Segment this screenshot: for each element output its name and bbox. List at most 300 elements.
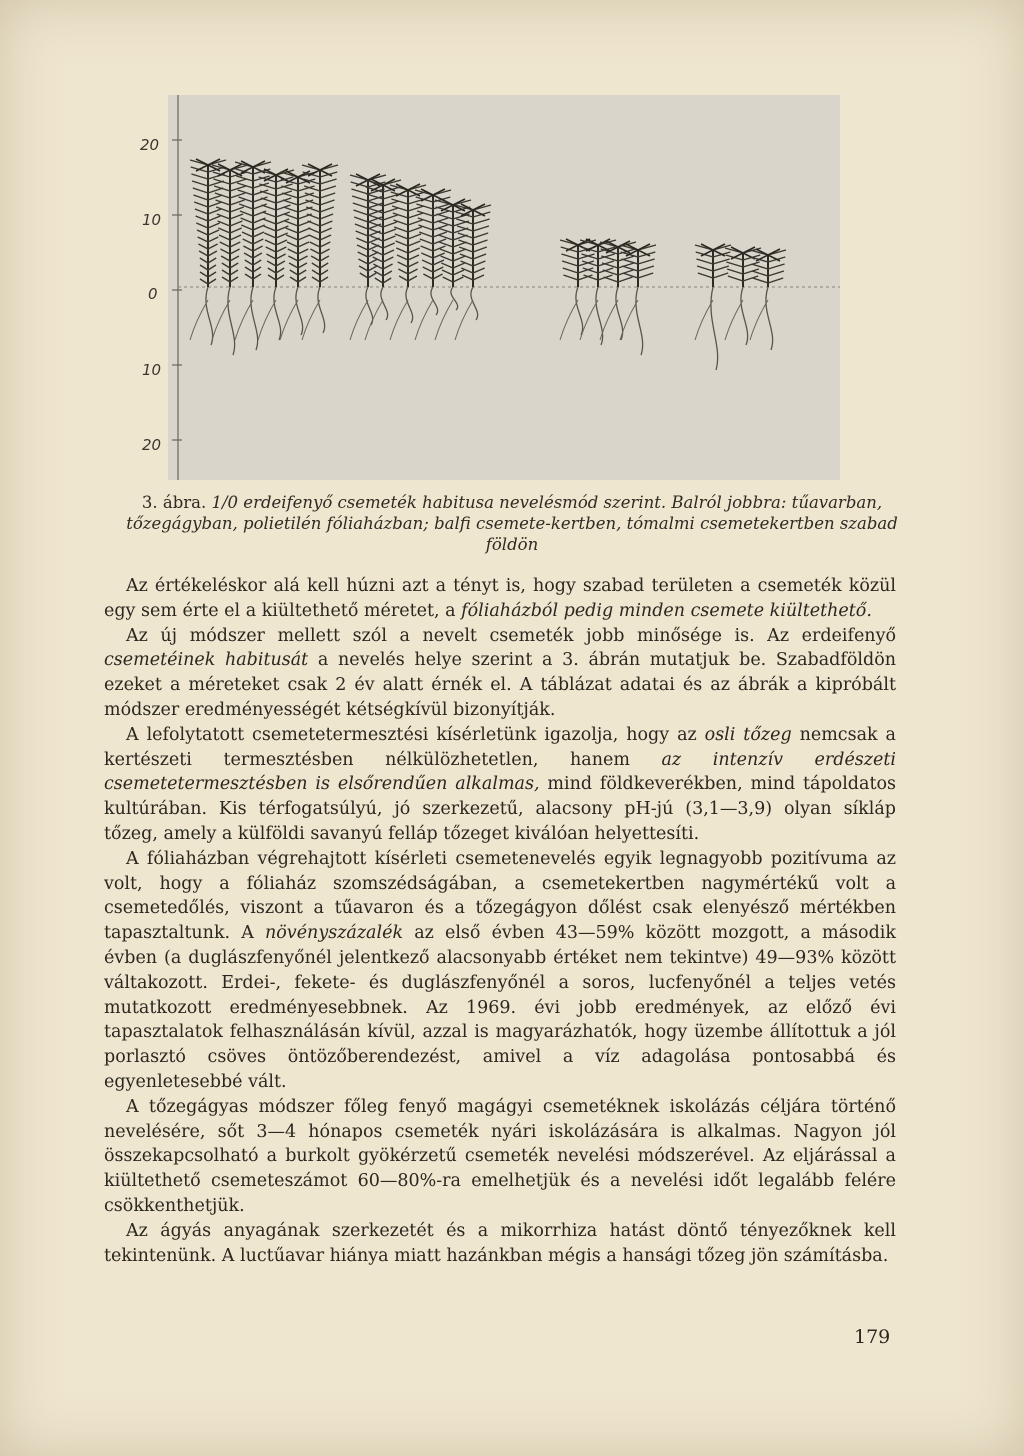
seedling-needle [243, 239, 253, 244]
seedling-root [711, 287, 718, 370]
seedling-needle [768, 271, 784, 276]
seedling-needle [208, 230, 219, 235]
seedling-needle [262, 212, 276, 217]
seedling-needle [602, 263, 618, 268]
seedling-needle [473, 219, 490, 224]
seedling-needle [355, 224, 368, 229]
seedling-needle [408, 262, 418, 267]
text-run: A tőzegágyas módszer főleg fenyő magágyi csemetéknek iskolázás céljára történő nevelésére, sőt 3—4 hónapos csemeték nyári iskolázására is alkalmas. Nagyon jól összekapcsolható a burkolt gyökérzetű csemeték nevelési módszerével. Az eljárással a kiültethető csemeteszámot 60—80%-ra emelhetjük és a nevelési időt legalább felére csökkenthetjük. [104, 1096, 896, 1216]
seedling-needle [604, 277, 619, 282]
seedling-needle [208, 202, 222, 207]
seedling-needle [276, 254, 286, 259]
seedling-root [741, 287, 748, 345]
seedling-needle [320, 221, 332, 226]
figure-caption-text: 1/0 erdeifenyő csemeték habitusa nevelésmód szerint. Balról jobbra: tűavarban, tőzegágyban, polietilén fóliaházban; balfi csemete-kertben, tómalmi csemetekertben szabad földön [126, 493, 898, 554]
seedling-needle [244, 253, 253, 258]
seedling-needle [241, 218, 253, 223]
seedling-needle [222, 263, 230, 268]
seedling-needle [396, 248, 408, 253]
seedling-needle [230, 277, 238, 282]
seedling-needle [208, 258, 216, 263]
seedling-needle [320, 263, 328, 268]
seedling-needle [368, 259, 378, 264]
seedling-needle [276, 233, 288, 238]
seedling-needle [352, 196, 368, 201]
seedling-needle [298, 207, 313, 212]
seedling-needle [199, 251, 208, 256]
seedling-needle [208, 279, 216, 284]
seedling-needle [473, 240, 488, 245]
seedling-needle [408, 234, 421, 239]
seedling-needle [308, 221, 320, 226]
seedling-needle [230, 256, 239, 261]
seedling-needle [261, 198, 276, 203]
seedling-needle [284, 214, 298, 219]
seedling-needle [259, 184, 276, 189]
seedling-needle [200, 279, 208, 284]
seedling-photo [168, 95, 840, 480]
seedling-needle [298, 242, 309, 247]
seedling-needle [562, 261, 578, 266]
seedling-needle [208, 244, 218, 249]
seedling-needle [751, 264, 768, 269]
axis-tick-label: 10 [142, 361, 162, 379]
seedling-root [580, 300, 598, 340]
seedling-needle [200, 258, 208, 263]
seedling-needle [408, 269, 418, 274]
seedling-needle [200, 265, 208, 270]
seedling-needle [422, 260, 433, 265]
seedling-root [296, 287, 303, 335]
seedling-needle [383, 222, 397, 227]
seedling-needle [208, 251, 217, 256]
axis-tick-label: 0 [148, 285, 158, 303]
seedling-needle [266, 247, 276, 252]
seedling-needle [638, 266, 654, 271]
seedling-needle [368, 224, 381, 229]
seedling-needle [288, 249, 298, 254]
text-run: az első évben 43—59% között mozgott, a második évben (a duglászfenyőnél jelentkező alacsonyabb értéket nem tekintve) 49—93% között váltakozott. Erdei-, fekete- és duglászfenyőnél a soros, lucfenyőnél a teljes vetés mutatkozott eredményesebbnek. Az 1969. évi jobb eredmények, az előző évi tapasztalatok felhasználásán kívül, azzal is magyarázhatók, hogy üzembe állítottuk a jól porlasztó csöves öntözőberendezést, amivel a víz adagolása pontosabbá és egyenletesebbé vált. [104, 923, 896, 1092]
seedling-needle [281, 186, 298, 191]
seedling-needle [383, 243, 395, 248]
seedling-root [280, 300, 298, 340]
seedling-root [560, 300, 578, 340]
seedling-needle [194, 195, 209, 200]
seedling-needle [408, 276, 417, 281]
seedling-needle [383, 215, 398, 220]
seedling-needle [276, 275, 284, 280]
seedling-needle [193, 188, 208, 193]
seedling-needle [383, 257, 393, 262]
seedling-needle [230, 270, 238, 275]
seedling-needle [208, 223, 220, 228]
seedling-needle [194, 202, 208, 207]
seedling-needle [240, 211, 253, 216]
seedling-needle [462, 275, 473, 280]
axis-tick-label: 20 [142, 436, 162, 454]
seedling-needle [263, 219, 276, 224]
seedling-needle [473, 275, 484, 280]
seedling-needle [192, 181, 208, 186]
seedling-needle [320, 179, 337, 184]
seedling-needle [408, 220, 423, 225]
seedling-needle [727, 269, 743, 274]
seedling-root [750, 300, 768, 340]
seedling-needle [285, 221, 298, 226]
text-run: Az új módszer mellett szól a nevelt csemeték jobb minősége is. Az erdeifenyő [126, 625, 896, 646]
seedling-needle [311, 256, 320, 261]
seedling-needle [453, 277, 463, 282]
seedling-needle [320, 207, 334, 212]
seedling-root [302, 300, 320, 340]
seedling-needle [320, 242, 330, 247]
axis-tick-label: 20 [140, 136, 160, 154]
seedling-needle [358, 252, 368, 257]
seedling-root [390, 300, 408, 340]
seedling-root [451, 287, 458, 310]
seedling-needle [219, 235, 230, 240]
seedling-needle [383, 229, 396, 234]
seedling-needle [768, 264, 785, 269]
seedling-needle [423, 267, 433, 272]
page-number: 179 [854, 1326, 891, 1348]
seedling-root [636, 287, 643, 355]
seedling-needle [408, 241, 420, 246]
seedling-needle [383, 264, 393, 269]
seedling-needle [439, 242, 453, 247]
seedling-needle [208, 237, 218, 242]
paragraph [104, 574, 896, 624]
seedling-needle [360, 273, 368, 278]
seedling-needle [276, 247, 286, 252]
seedling-needle [408, 213, 423, 218]
seedling-needle [208, 216, 220, 221]
seedling-needle [618, 277, 633, 282]
seedling-needle [268, 275, 276, 280]
seedling-needle [456, 219, 473, 224]
seedling-needle [696, 259, 713, 264]
seedling-needle [253, 253, 262, 258]
seedling-needle [453, 270, 464, 275]
seedling-needle [308, 228, 320, 233]
seedling-needle [433, 232, 447, 237]
text-run: A fóliaházban végrehajtott kísérleti csemetenevelés egyik legnagyobb pozitívuma az volt, hogy a fóliaház szomszédságában, a csemetekertben nagymértékű volt a csemetedőlés, viszont a tűavaron és a tőzegágyon dőlést csak elenyésző mértékben tapasztaltunk. A [104, 848, 896, 944]
seedling-needle [200, 272, 208, 277]
seedling-needle [768, 278, 783, 283]
seedling-needle [208, 272, 216, 277]
paragraph [104, 1095, 896, 1219]
seedling-needle [220, 249, 230, 254]
seedling-needle [398, 262, 408, 267]
italic-text: növényszázalék [265, 923, 404, 944]
seedling-root [576, 287, 583, 335]
seedling-needle [398, 269, 408, 274]
seedling-needle [320, 193, 335, 198]
seedling-needle [196, 223, 208, 228]
seedling-needle [563, 268, 578, 273]
axis-tick-label: 10 [142, 211, 162, 229]
seedling-root [350, 300, 368, 340]
seedling-needle [284, 207, 299, 212]
seedling-needle [473, 261, 485, 266]
seedling-needle [408, 248, 420, 253]
seedling-needle [564, 275, 579, 280]
seedling-needle [396, 241, 408, 246]
seedling-needle [237, 183, 253, 188]
seedling-needle [221, 256, 230, 261]
seedling-needle [421, 253, 433, 258]
seedling-needle [198, 237, 208, 242]
seedling-needle [697, 266, 713, 271]
seedling-needle [354, 210, 369, 215]
seedling-needle [290, 270, 298, 275]
seedling-needle [265, 240, 276, 245]
seedling-needle [253, 246, 263, 251]
seedling-needle [743, 269, 759, 274]
seedling-needle [423, 274, 433, 279]
seedling-root [235, 300, 253, 340]
seedling-needle [264, 226, 276, 231]
seedling-needle [320, 256, 329, 261]
seedling-needle [276, 261, 285, 266]
seedling-needle [433, 260, 444, 265]
seedling-needle [208, 195, 223, 200]
seedling-needle [198, 244, 208, 249]
seedling-needle [298, 256, 308, 261]
text-run: Az értékeléskor alá kell húzni azt a tényt is, hogy szabad területen a csemeték közül egy sem érte el a kiültethető méretet, a [104, 576, 896, 621]
seedling-needle [408, 206, 424, 211]
seedling-needle [358, 259, 368, 264]
seedling-needle [312, 270, 320, 275]
seedling-needle [436, 214, 453, 219]
seedling-needle [253, 225, 265, 230]
seedling-needle [230, 228, 242, 233]
seedling-needle [383, 250, 394, 255]
seedling-needle [375, 278, 383, 283]
seedling-needle [245, 267, 253, 272]
seedling-needle [230, 193, 245, 198]
seedling-needle [354, 217, 368, 222]
seedling-needle [433, 274, 443, 279]
seedling-needle [298, 270, 306, 275]
seedling-needle [310, 249, 320, 254]
seedling-needle [312, 277, 320, 282]
seedling-needle [282, 193, 298, 198]
seedling-needle [753, 278, 768, 283]
paragraph [104, 847, 896, 1095]
seedling-needle [320, 270, 328, 275]
seedling-needle [268, 268, 276, 273]
seedling-root [258, 300, 276, 340]
seedling-needle [453, 249, 466, 254]
seedling-needle [622, 266, 638, 271]
seedling-needle [241, 225, 253, 230]
text-run: mind földkeverékben, mind tápoldatos kultúrában. Kis térfogatsúlyú, jó szerkezetű, alacsony pH-jú (3,1—3,9) olyan síkláp tőzeg, amely a külföldi savanyú felláp tőzeget kiválóan helyettesíti. [104, 774, 896, 844]
seedling-needle [357, 245, 368, 250]
seedling-needle [195, 209, 208, 214]
seedling-needle [276, 268, 284, 273]
seedling-needle [290, 277, 298, 282]
seedling-needle [276, 240, 287, 245]
seedling-needle [443, 277, 453, 282]
seedling-needle [460, 254, 473, 259]
seedling-needle [260, 191, 276, 196]
seedling-needle [307, 214, 320, 219]
seedling-needle [230, 263, 238, 268]
seedling-root [365, 300, 383, 340]
seedling-needle [561, 254, 578, 259]
seedling-needle [320, 277, 328, 282]
italic-text: osli tőzeg [704, 724, 792, 745]
seedling-needle [601, 256, 618, 261]
seedling-needle [245, 260, 253, 265]
seedling-needle [298, 277, 306, 282]
seedling-needle [356, 238, 368, 243]
seedling-needle [289, 263, 298, 268]
seedling-needle [368, 273, 376, 278]
seedling-needle [309, 235, 320, 240]
seedling-needle [230, 221, 242, 226]
body-text [104, 574, 896, 1268]
seedling-needle [383, 236, 395, 241]
seedling-needle [368, 266, 377, 271]
seedling-needle [383, 208, 398, 213]
seedling-needle [276, 212, 290, 217]
seedling-needle [383, 271, 392, 276]
seedling-needle [320, 249, 330, 254]
seedling-needle [191, 174, 208, 179]
seedling-needle [383, 201, 399, 206]
seedling-needle [383, 278, 391, 283]
seedling-needle [408, 255, 419, 260]
seedling-needle [356, 231, 368, 236]
seedling-needle [286, 235, 298, 240]
seedling-needle [230, 242, 240, 247]
seedling-root [366, 287, 373, 325]
seedling-needle [442, 270, 453, 275]
seedling-needle [399, 276, 408, 281]
seedling-needle [298, 249, 308, 254]
text-run: A lefolytatott csemetetermesztési kísérletünk igazolja, hogy az [126, 724, 705, 745]
seedling-needle [473, 268, 485, 273]
seedling-needle [638, 273, 653, 278]
seedling-needle [453, 263, 465, 268]
seedling-needle [320, 214, 333, 219]
italic-text: csemetéinek habitusát [104, 650, 309, 671]
seedling-root [406, 287, 413, 323]
seedling-needle [728, 276, 743, 281]
seedling-needle [222, 277, 230, 282]
seedling-needle [312, 263, 320, 268]
seedling-root [206, 287, 213, 345]
seedling-needle [473, 233, 488, 238]
seedling-needle [283, 200, 298, 205]
seedling-needle [253, 260, 261, 265]
seedling-needle [286, 228, 298, 233]
seedling-root [381, 287, 388, 320]
figure-number: 3. ábra. [141, 493, 207, 512]
paragraph [104, 1219, 896, 1269]
seedling-needle [230, 249, 240, 254]
seedling-root [616, 287, 623, 340]
seedling-needle [713, 266, 729, 271]
seedling-needle [371, 236, 383, 241]
seedling-needle [267, 261, 276, 266]
seedling-needle [220, 242, 230, 247]
seedling-needle [433, 267, 443, 272]
seedling-needle [440, 249, 453, 254]
seedling-needle [353, 203, 368, 208]
seedling-needle [397, 255, 408, 260]
paragraph [104, 723, 896, 847]
seedling-needle [208, 265, 216, 270]
seedling-needle [638, 259, 655, 264]
seedling-root [251, 287, 258, 350]
figure-caption [104, 492, 920, 555]
text-run: a nevelés helye szerint a 3. ábrán mutatjuk be. Szabadföldön ezeket a méreteket csak 2 év alatt érnék el. A táblázat adatai és az ábrák a kipróbált módszer eredményességét kétségkívül bizonyítják. [104, 650, 897, 720]
seedling-needle [408, 227, 422, 232]
italic-text: fóliaházból pedig minden csemete kiültethető. [461, 600, 872, 621]
seedling-needle [453, 256, 465, 261]
seedling-root [228, 287, 235, 355]
seedling-root [212, 300, 230, 340]
seedling-root [415, 300, 433, 340]
seedling-needle [197, 230, 208, 235]
seedling-needle [253, 274, 261, 279]
seedling-needle [298, 235, 310, 240]
seedling-needle [245, 274, 253, 279]
seedling-needle [713, 273, 728, 278]
seedling-needle [253, 239, 263, 244]
seedling-needle [266, 254, 276, 259]
seedling-needle [359, 266, 368, 271]
seedling-needle [306, 207, 320, 212]
seedling-root [471, 287, 478, 320]
text-run: Az ágyás anyagának szerkezetét és a mikorrhiza hatást döntő tényezőknek kell tekintenünk. A luctűavar hiánya miatt hazánkban mégis a hansági tőzeg jön számításba. [104, 1220, 896, 1266]
seedling-root [318, 287, 325, 333]
seedling-needle [298, 263, 307, 268]
seedling-needle [598, 254, 615, 259]
seedling-needle [473, 254, 486, 259]
seedling-needle [216, 200, 231, 205]
seedling-needle [253, 267, 261, 272]
seedling-needle [320, 228, 332, 233]
seedling-needle [230, 235, 241, 240]
seedling-photo-figure [168, 95, 840, 480]
seedling-needle [243, 246, 253, 251]
seedling-needle [473, 247, 487, 252]
seedling-needle [621, 259, 638, 264]
seedling-needle [752, 271, 768, 276]
italic-text: az intenzív erdészeti csemetetermesztésben is elsőrendűen alkalmas, [104, 749, 896, 795]
seedling-root [435, 300, 453, 340]
seedling-needle [320, 235, 331, 240]
seedling-needle [421, 246, 433, 251]
seedling-needle [196, 216, 208, 221]
seedling-needle [320, 186, 336, 191]
seedling-needle [603, 270, 618, 275]
seedling-needle [253, 232, 264, 237]
seedling-needle [253, 211, 266, 216]
seedling-needle [420, 239, 433, 244]
seedling-needle [222, 270, 230, 275]
seedling-root [725, 300, 743, 340]
seedling-needle [218, 228, 230, 233]
seedling-needle [473, 226, 489, 231]
seedling-needle [262, 205, 277, 210]
paragraph [104, 624, 896, 723]
text-run: nemcsak a kertészeti termesztésben nélkülözhetetlen, hanem [104, 724, 896, 770]
